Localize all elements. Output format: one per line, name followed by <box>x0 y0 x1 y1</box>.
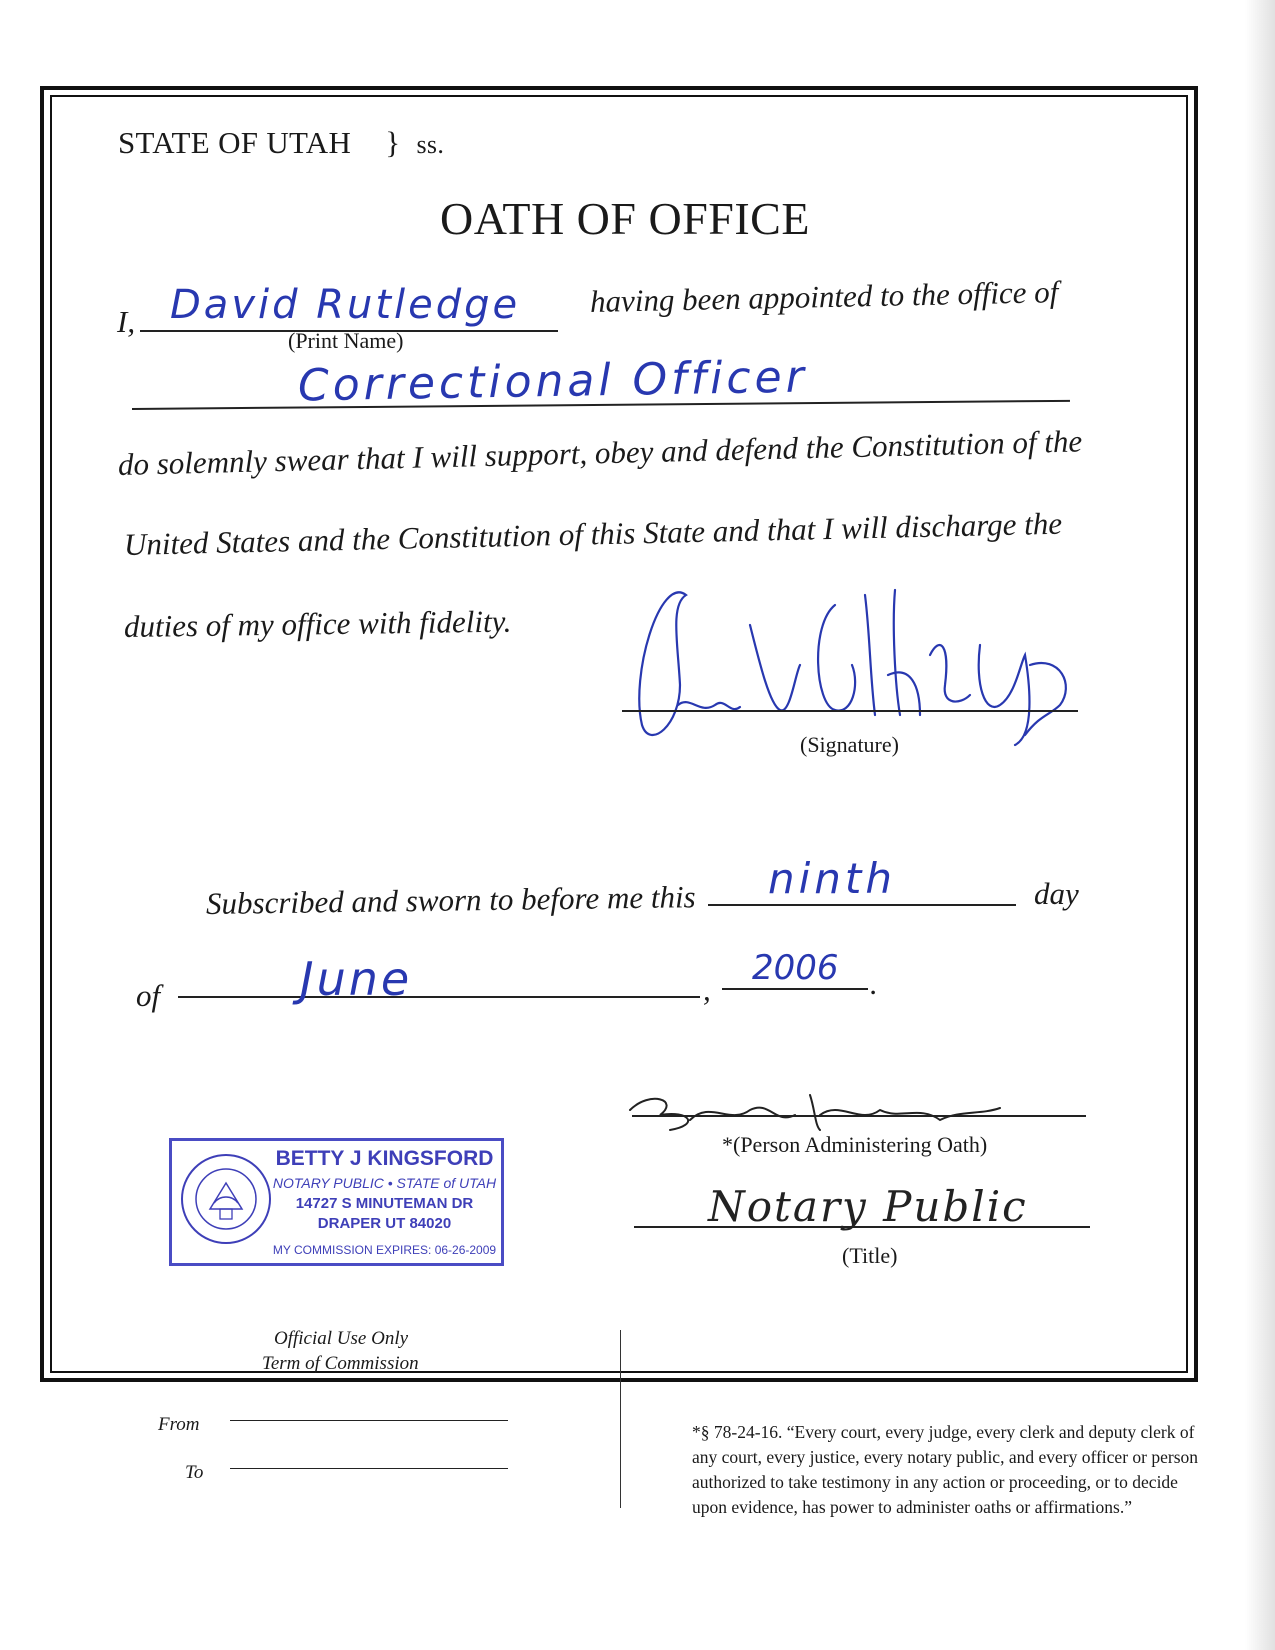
to-line <box>230 1468 508 1469</box>
official-use-label: Official Use Only <box>274 1328 409 1349</box>
footer-divider <box>620 1330 621 1508</box>
from-line <box>230 1420 508 1421</box>
print-name-label: (Print Name) <box>288 328 404 353</box>
title-handwritten: Notary Public <box>708 1182 1028 1231</box>
stamp-line-4: MY COMMISSION EXPIRES: 06-26-2009 <box>272 1243 497 1257</box>
signature-label: (Signature) <box>800 732 899 757</box>
office-handwritten: Correctional Officer <box>297 351 809 412</box>
document-title: OATH OF OFFICE <box>440 193 810 244</box>
term-label: Term of Commission <box>262 1353 419 1374</box>
oath-line-1: do solemnly swear that I will support, obey and defend the Constitution of the <box>117 423 1083 482</box>
appointed-text: having been appointed to the office of <box>589 274 1059 319</box>
sworn-prefix: Subscribed and sworn to before me this <box>205 879 696 921</box>
day-line <box>708 904 1016 906</box>
month-handwritten: June <box>300 952 413 1006</box>
stamp-line-2: 14727 S MINUTEMAN DR <box>295 1195 474 1212</box>
title-label: (Title) <box>842 1243 898 1268</box>
administering-line <box>632 1115 1086 1117</box>
of-word: of <box>136 978 161 1013</box>
signature-line <box>622 710 1078 712</box>
brace: } <box>385 125 401 160</box>
day-handwritten: ninth <box>768 854 896 903</box>
notary-stamp <box>169 1138 504 1266</box>
name-handwritten: David Rutledge <box>170 282 521 328</box>
page-edge-shadow <box>1245 0 1275 1650</box>
stamp-name: BETTY J KINGSFORD <box>275 1147 494 1170</box>
signature-mark <box>620 565 1090 755</box>
year-handwritten: 2006 <box>752 948 839 988</box>
ss-abbrev: ss. <box>416 130 445 159</box>
oath-line-3: duties of my office with fidelity. <box>123 603 512 644</box>
administering-label: *(Person Administering Oath) <box>722 1132 988 1157</box>
state-header <box>118 125 444 161</box>
to-label: To <box>185 1462 204 1483</box>
stamp-line-3: DRAPER UT 84020 <box>317 1215 452 1232</box>
from-label: From <box>158 1414 200 1435</box>
day-word: day <box>1034 876 1079 911</box>
i-prefix: I, <box>117 304 136 339</box>
month-line <box>178 996 700 998</box>
notary-signature-mark <box>620 1080 1020 1140</box>
period: . <box>870 966 878 1001</box>
statute-text: *§ 78-24-16. “Every court, every judge, every clerk and deputy clerk of any court, every justice, every notary public, and every officer or person authorized to take testimony in any action or proceeding, or to decide upon evidence, has power to administer oaths or affirmations.” <box>692 1422 1199 1517</box>
oath-line-2: United States and the Constitution of this State and that I will discharge the <box>123 505 1063 562</box>
comma: , <box>703 972 711 1007</box>
state-name: STATE OF UTAH <box>118 125 352 160</box>
state-seal-icon <box>180 1153 280 1253</box>
year-line <box>722 988 868 990</box>
stamp-line-1: NOTARY PUBLIC • STATE of UTAH <box>272 1175 497 1191</box>
